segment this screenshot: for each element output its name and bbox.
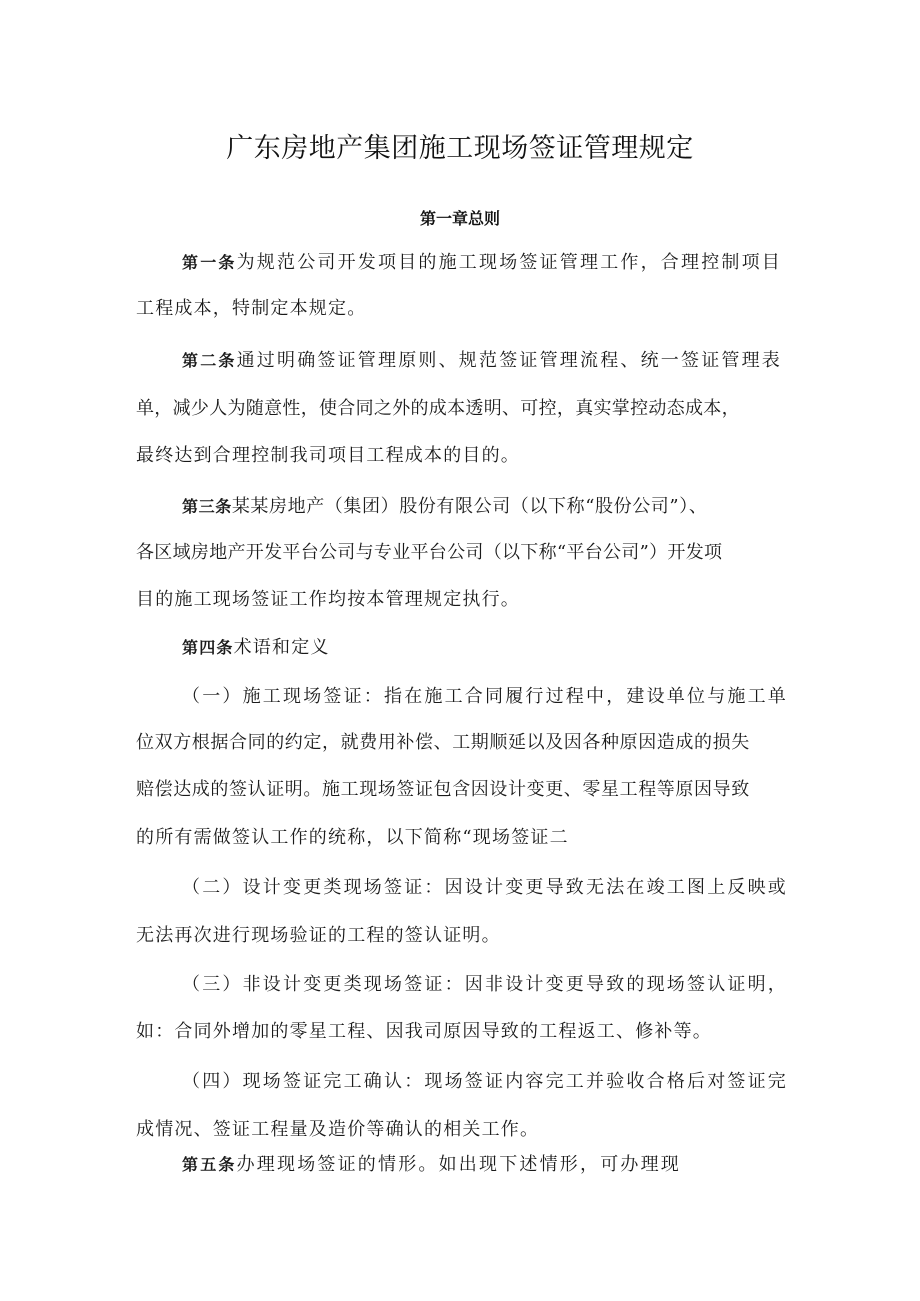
- definition-2-line-2: 无法再次进行现场验证的工程的签认证明。: [136, 925, 501, 946]
- article-5-line-1: 第五条办理现场签证的情形。如出现下述情形，可办理现: [182, 1154, 682, 1175]
- article-5-label: 第五条: [182, 1155, 237, 1174]
- article-2-label: 第二条: [182, 351, 237, 370]
- article-4-line-1: 第四条术语和定义: [182, 637, 330, 658]
- article-1-label: 第一条: [182, 253, 237, 272]
- article-3-label: 第三条: [182, 497, 232, 516]
- article-2-line-3: 最终达到合理控制我司项目工程成本的目的。: [136, 445, 520, 466]
- article-3-line-3: 目的施工现场签证工作均按本管理规定执行。: [136, 589, 520, 610]
- definition-4-line-2: 成情况、签证工程量及造价等确认的相关工作。: [136, 1119, 540, 1140]
- definition-2-line-1: （二）设计变更类现场签证：因设计变更导致无法在竣工图上反映或: [182, 877, 788, 898]
- definition-1-line-4: 的所有需做签认工作的统称，以下简称“现场签证二: [136, 827, 569, 848]
- definition-3-line-2: 如：合同外增加的零星工程、因我司原因导致的工程返工、修补等。: [136, 1021, 712, 1042]
- article-3-line-2: 各区域房地产开发平台公司与专业平台公司（以下称“平台公司”）开发项: [136, 542, 723, 563]
- article-2-line-2: 单，减少人为随意性，使合同之外的成本透明、可控，真实掌控动态成本，: [136, 398, 740, 419]
- definition-1-line-2: 位双方根据合同的约定，就费用补偿、工期顺延以及因各种原因造成的损失: [136, 732, 750, 753]
- article-1-line-2: 工程成本，特制定本规定。: [136, 298, 367, 319]
- article-4-label: 第四条: [182, 638, 234, 657]
- definition-1-line-1: （一）施工现场签证：指在施工合同履行过程中，建设单位与施工单: [182, 686, 788, 707]
- definition-3-line-1: （三）非设计变更类现场签证：因非设计变更导致的现场签认证明，: [182, 974, 788, 995]
- article-1-line-1: 第一条为规范公司开发项目的施工现场签证管理工作，合理控制项目: [182, 252, 783, 273]
- definition-4-line-1: （四）现场签证完工确认：现场签证内容完工并验收合格后对签证完: [182, 1071, 788, 1092]
- chapter-heading: 第一章总则: [419, 209, 500, 228]
- article-2-line-1: 第二条通过明确签证管理原则、规范签证管理流程、统一签证管理表: [182, 350, 783, 371]
- article-3-line-1: 第三条某某房地产（集团）股份有限公司（以下称“股份公司”）、: [182, 496, 708, 517]
- document-title: 广东房地产集团施工现场签证管理规定: [226, 133, 694, 164]
- definition-1-line-3: 赔偿达成的签认证明。施工现场签证包含因设计变更、零星工程等原因导致: [136, 779, 750, 800]
